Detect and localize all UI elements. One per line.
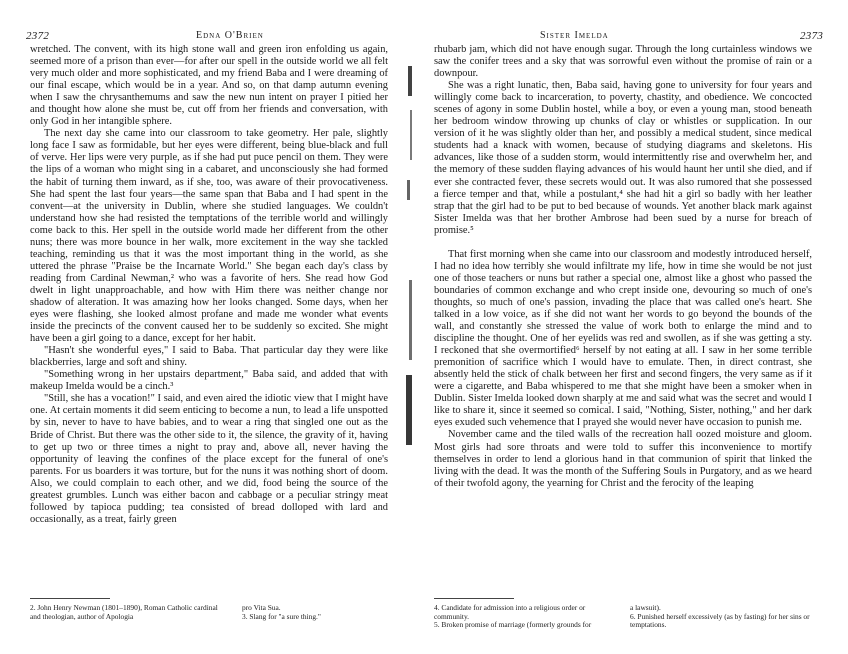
right-page [420,0,848,654]
footnote: 5. Broken promise of marriage (formerly grounds for [434,620,592,630]
paragraph: She was a right lunatic, then, Baba said, having gone to university for four years and willingly come back to incarceration, to poverty, chastity, and obedience. We concocted scenes of agony in some Dublin hostel, while a boy, or even a young man, stood beneath her bedroom window throwing up chunks of clay or whistles or supplication. In our version of it he was slightly older than her, and possibly a medical student, since medical students had a knack with women, because of studying diagrams and skeletons. His advances, like those of a sudden storm, would intermittently rise and overwhelm her, and the memory of these sudden flaying advances of his would haunt her until she died, and if ever she contracted fever, these secrets would out. It was also rumored that she possessed a fierce temper and that, while a postulant,⁴ she had hit a girl so badly with her leather strap that the girl had to be put to bed because of wounds. Yet another black mark against Sister Imelda was that her brother Ambrose had been sued by a nurse for breach of promise.⁵ [434,80,812,236]
paragraph: That first morning when she came into our classroom and modestly introduced herself, I had no idea how terribly she would infiltrate my life, how in time she would be not just one of those teachers or nuns but rather a special one, almost like a ghost who passed the boundaries of common exchange and who crept inside one, devouring so much of one's thoughts, so much of one's passion, invading the place that was called one's heart. She talked in a low voice, as if she did not want her words to go beyond the bounds of the wall, and constantly she stressed the value of work both to enlarge the mind and to discipline the thought. One of her eyelids was red and swollen, as if she was getting a sty. I reckoned that she overmortified⁶ herself by not eating at all. I saw in her some terrible premonition of sacrifice which I would have to emulate. Then, in direct contrast, she absently held the stick of chalk between her first and second fingers, the very same as if it were a cigarette, and Baba whispered to me that she might have been a smoker when in Dublin. Sister Imelda looked down sharply at me and said what was the secret and would I like to share it, since it seemed so comical. I said, "Nothing, Sister, nothing," and her dark eyes exuded such vehemence that I prayed she would never have occasion to punish me. [434,248,812,429]
footnote-rule [434,598,514,599]
right-body-text [434,44,812,584]
footnote-column [434,604,612,630]
footnote-rule [30,598,110,599]
right-page-number: 2373 [800,30,824,42]
right-footnotes [434,604,812,644]
footnote: 2. John Henry Newman (1801–1890), Roman Catholic cardinal and theologian, author of Apologia [30,603,218,621]
paragraph: "Something wrong in her upstairs department," Baba said, and added that with makeup Imelda would be a cinch.³ [30,369,388,393]
left-running-head: Edna O'Brien [196,30,264,41]
section-break [434,237,812,249]
paragraph: "Still, she has a vocation!" I said, and even aired the idiotic view that I might have one. At certain moments it did seem enticing to become a nun, to lead a life unspotted by sin, never to have to have babies, and to wear a ring that singled one out as the Bride of Christ. But there was the other side to it, the silence, the gravity of it, having to get up two or three times a night to pray and, above all, never having the opportunity of leaving the confines of the place except for the funeral of one's parents. For us boarders it was torture, but for the nuns it was nothing short of doom. Also, we could complain to each other, and we did, food being the source of the greatest grumbles. Lunch was either bacon and cabbage or a peculiar stringy meat followed by tapioca pudding; tea consisted of bread dolloped with lard and occasionally, as a treat, fairly green [30,393,388,525]
footnote: 4. Candidate for admission into a religious order or community. [434,603,586,621]
footnote: pro Vita Sua. [242,603,281,612]
gutter-scan-marks [400,30,422,450]
left-footnotes [30,604,390,644]
left-page-number: 2372 [26,30,50,42]
paragraph: "Hasn't she wonderful eyes," I said to Baba. That particular day they were like blackberries, large and soft and shiny. [30,345,388,369]
left-page [0,0,410,654]
paragraph: rhubarb jam, which did not have enough sugar. Through the long curtainless windows we saw the conifer trees and a sky that was sorrowful even without the promise of rain or a downpour. [434,44,812,80]
footnote: a lawsuit). [630,603,661,612]
footnote-column [630,604,812,630]
left-body-text [30,44,388,584]
footnote-column [242,604,390,621]
right-running-head: Sister Imelda [540,30,609,41]
paragraph: wretched. The convent, with its high stone wall and green iron enfolding us again, seemed more of a prison than ever—for after our spell in the outside world we all felt very much older and more sophisticated, and my friend Baba and I were dreaming of our final escape, which would be in a year. And so, on that damp autumn evening when I saw the chrysanthemums and saw the new nun intent on prayer I pitied her and thought how alone she must be, cut off from her friends and conversation, with only God in her intangible sphere. [30,44,388,128]
footnote: 3. Slang for "a sure thing." [242,611,321,621]
paragraph: The next day she came into our classroom to take geometry. Her pale, slightly long face I saw as formidable, but her eyes were different, being blue-black and full of verve. Her lips were very purple, as if she had put puce pencil on them. They were the lips of a woman who might sing in a cabaret, and unconsciously she had formed the habit of turning them inward, as if she, too, was aware of their provocativeness. She had spent the last four years—the same span that Baba and I had spent in the convent—at the university in Dublin, where she studied languages. We couldn't understand how she had resisted the temptations of the terrible world and willingly come back to this. Her spell in the outside world made her different from the other nuns; there was more bounce in her walk, more excitement in the way she tackled teaching, reminding us that it was the most important thing in the world, as she uttered the phrase "Praise be the Incarnate World." She began each day's class by reading from Cardinal Newman,² who was a favorite of hers. She read how God dwelt in light unapproachable, and how with Him there was neither change nor shadow of alteration. It was amazing how her looks changed. Some days, when her eyes were flashing, she looked almost profane and made me wonder what events inside the precincts of the convent caused her to be suddenly so excited. She might have been a girl going to a dance, except for her habit. [30,128,388,345]
footnote-column [30,604,226,621]
footnote: 6. Punished herself excessively (as by fasting) for her sins or temptations. [630,611,810,630]
paragraph: November came and the tiled walls of the recreation hall oozed moisture and gloom. Most girls had sore throats and were told to suffer this inconvenience to mortify themselves in order to lend a glorious hand in that communion of spirit that linked the living with the dead. It was the month of the Suffering Souls in Purgatory, and as we heard of their twofold agony, the yearning for Christ and the ferocity of the leaping [434,429,812,489]
